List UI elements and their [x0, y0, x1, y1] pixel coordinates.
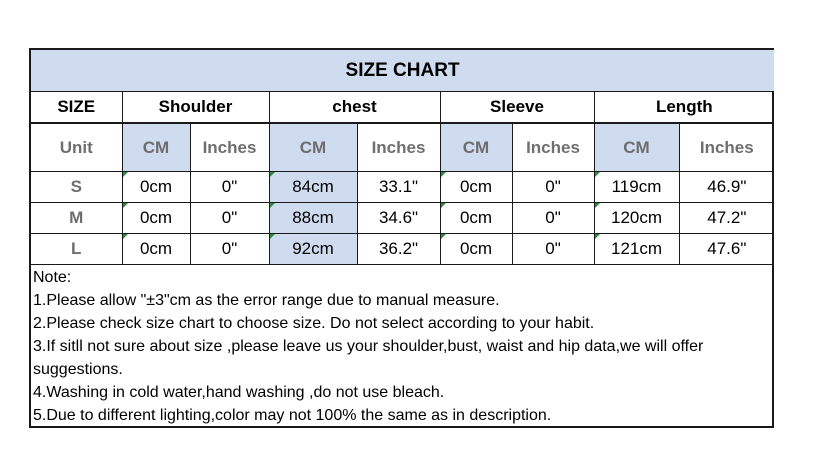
unit-label: Unit: [31, 123, 122, 172]
shoulder-cm-unit: CM: [122, 123, 190, 172]
chest-inches-value: 34.6": [357, 203, 440, 234]
sleeve-inches-value: 0": [512, 234, 594, 265]
size-label: M: [31, 203, 122, 234]
chest-cm-value: 92cm: [269, 234, 357, 265]
table-row-m: [31, 203, 774, 234]
shoulder-cm-value: 0cm: [122, 203, 190, 234]
shoulder-cm-value: 0cm: [122, 234, 190, 265]
chest-header: chest: [269, 92, 440, 124]
size-label: S: [31, 172, 122, 203]
shoulder-cm-value: 0cm: [122, 172, 190, 203]
note-item: 1.Please allow "±3"cm as the error range due to manual measure.: [33, 292, 500, 309]
sleeve-inches-value: 0": [512, 203, 594, 234]
chest-inches-value: 36.2": [357, 234, 440, 265]
chest-cm-unit: CM: [269, 123, 357, 172]
length-cm-value: 120cm: [594, 203, 679, 234]
size-chart-table: [31, 50, 774, 265]
size-column-header: SIZE: [31, 92, 122, 124]
chest-inches-value: 33.1": [357, 172, 440, 203]
length-header: Length: [594, 92, 774, 124]
sleeve-cm-value: 0cm: [440, 203, 512, 234]
length-inches-value: 46.9": [679, 172, 774, 203]
shoulder-header: Shoulder: [122, 92, 269, 124]
length-inches-unit: Inches: [679, 123, 774, 172]
chest-cm-value: 84cm: [269, 172, 357, 203]
note-item: 4.Washing in cold water,hand washing ,do not use bleach.: [33, 384, 445, 401]
chart-title: SIZE CHART: [31, 50, 774, 92]
shoulder-inches-value: 0": [190, 234, 269, 265]
table-row-s: [31, 172, 774, 203]
note-item: 5.Due to different lighting,color may not 100% the same as in description.: [33, 407, 552, 424]
sleeve-cm-value: 0cm: [440, 172, 512, 203]
table-row-l: [31, 234, 774, 265]
sleeve-inches-unit: Inches: [512, 123, 594, 172]
length-cm-unit: CM: [594, 123, 679, 172]
notes-section: [33, 266, 771, 427]
length-inches-value: 47.6": [679, 234, 774, 265]
notes-heading: Note:: [33, 269, 72, 286]
shoulder-inches-value: 0": [190, 203, 269, 234]
shoulder-inches-value: 0": [190, 172, 269, 203]
note-item: 3.If sitll not sure about size ,please leave us your shoulder,bust, waist and hip data,we will offer suggestions.: [33, 338, 704, 378]
chest-cm-value: 88cm: [269, 203, 357, 234]
sleeve-cm-unit: CM: [440, 123, 512, 172]
sleeve-header: Sleeve: [440, 92, 594, 124]
sleeve-inches-value: 0": [512, 172, 594, 203]
length-inches-value: 47.2": [679, 203, 774, 234]
length-cm-value: 121cm: [594, 234, 679, 265]
shoulder-inches-unit: Inches: [190, 123, 269, 172]
length-cm-value: 119cm: [594, 172, 679, 203]
chest-inches-unit: Inches: [357, 123, 440, 172]
size-label: L: [31, 234, 122, 265]
sleeve-cm-value: 0cm: [440, 234, 512, 265]
note-item: 2.Please check size chart to choose size. Do not select according to your habit.: [33, 315, 595, 332]
size-chart: [29, 48, 774, 428]
